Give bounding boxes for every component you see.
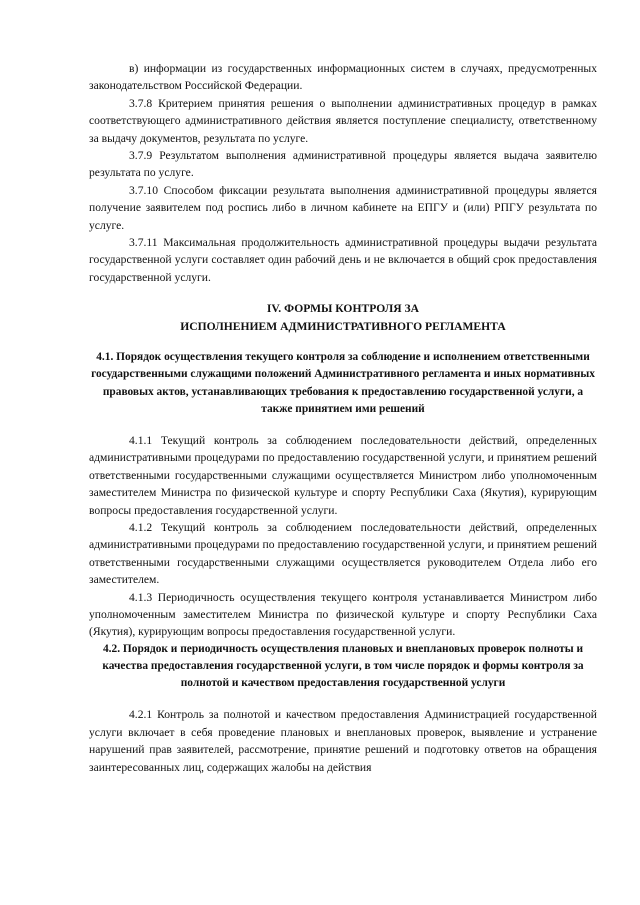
paragraph: 4.1.3 Периодичность осуществления текущего контроля устанавливается Министром либо уполномоченным заместителем Министра по физической культуре и спорту Республики Саха (Якутия), курирующим вопросы предоставления государственной услуги. — [89, 590, 597, 639]
paragraph: 3.7.10 Способом фиксации результата выполнения административной процедуры является получение заявителем под роспись либо в личном кабинете на ЕПГУ и (или) РПГУ результата по услуге. — [89, 183, 597, 232]
paragraph: 4.1.2 Текущий контроль за соблюдением последовательности действий, определенных административными процедурами по предоставлению государственной услуги, и принятием решений ответственными государственными служащими осуществляется руководителем Отдела либо его заместителем. — [89, 520, 597, 587]
section-title-line1: IV. ФОРМЫ КОНТРОЛЯ ЗА — [266, 302, 420, 316]
paragraph: 4.1.1 Текущий контроль за соблюдением последовательности действий, определенных административными процедурами по предоставлению государственной услуги, и принятием решений ответственными государственными служащими осуществляется Министром либо уполномоченным заместителем Министра по физической культуре и спорту Республики Саха (Якутия), курирующим вопросы предоставления государственной услуги. — [89, 433, 597, 517]
document-page — [89, 60, 597, 776]
subsection-heading-4-1: 4.1. Порядок осуществления текущего контроля за соблюдение и исполнением ответственными государственными служащими положений Административного регламента и иных нормативных правовых актов, устанавливающих требования к предоставлению государственной услуги, а также принятием ими решений — [91, 351, 595, 415]
paragraph: 3.7.8 Критерием принятия решения о выполнении административных процедур в рамках соответствующего административного действия является поступление специалисту, ответственному за выдачу документов, результата по услуге. — [89, 96, 597, 145]
section-title-line2: ИСПОЛНЕНИЕМ АДМИНИСТРАТИВНОГО РЕГЛАМЕНТА — [180, 319, 506, 333]
subsection-heading-4-2: 4.2. Порядок и периодичность осуществления плановых и внеплановых проверок полноты и качества предоставления государственной услуги, в том числе порядок и формы контроля за полнотой и качеством предоставления государственной услуги — [102, 642, 584, 690]
paragraph: в) информации из государственных информационных систем в случаях, предусмотренных законодательством Российской Федерации. — [89, 62, 597, 93]
paragraph: 3.7.9 Результатом выполнения административной процедуры является выдача заявителю результата по услуге. — [89, 149, 597, 180]
paragraph: 3.7.11 Максимальная продолжительность административной процедуры выдачи результата государственной услуги составляет один рабочий день и не включается в общий срок предоставления государственной услуги. — [89, 236, 597, 284]
paragraph: 4.2.1 Контроль за полнотой и качеством предоставления Администрацией государственной услуги включает в себя проведение плановых и внеплановых проверок, выявление и устранение нарушений прав заявителей, рассмотрение, принятие решений и подготовку ответов на обращения заинтересованных лиц, содержащих жалобы на действия — [89, 708, 597, 774]
